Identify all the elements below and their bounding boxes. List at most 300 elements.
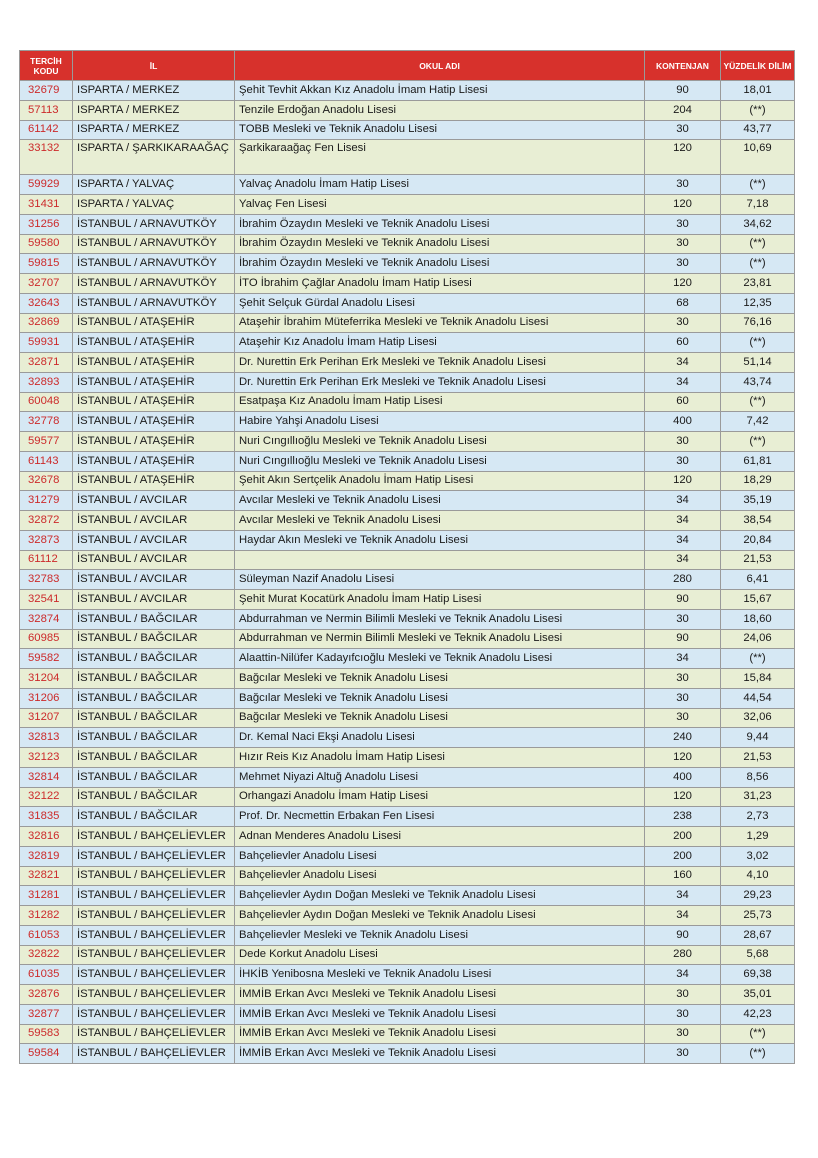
okul-adi-cell: Dr. Nurettin Erk Perihan Erk Mesleki ve Teknik Anadolu Lisesi [235, 372, 645, 392]
table-row [20, 767, 795, 787]
okul-adi-cell: Ataşehir Kız Anadolu İmam Hatip Lisesi [235, 333, 645, 353]
table-row [20, 530, 795, 550]
table-row [20, 846, 795, 866]
table-row [20, 511, 795, 531]
kontenjan-cell: 30 [645, 985, 721, 1005]
kontenjan-cell: 280 [645, 570, 721, 590]
okul-adi-cell: İHKİB Yenibosna Mesleki ve Teknik Anadolu Lisesi [235, 965, 645, 985]
yuzdelik-dilim-cell: 51,14 [721, 353, 795, 373]
kontenjan-cell: 34 [645, 353, 721, 373]
table-row [20, 412, 795, 432]
yuzdelik-dilim-cell: 1,29 [721, 827, 795, 847]
tercih-kodu-cell: 32778 [20, 412, 73, 432]
tercih-kodu-cell: 32874 [20, 609, 73, 629]
tercih-kodu-cell: 59584 [20, 1044, 73, 1064]
table-row [20, 807, 795, 827]
tercih-kodu-cell: 32122 [20, 787, 73, 807]
table-row [20, 570, 795, 590]
okul-adi-cell: Şehit Selçuk Gürdal Anadolu Lisesi [235, 293, 645, 313]
okul-adi-cell: Süleyman Nazif Anadolu Lisesi [235, 570, 645, 590]
il-cell: ISPARTA / MERKEZ [73, 100, 235, 120]
tercih-kodu-cell: 31281 [20, 886, 73, 906]
kontenjan-cell: 90 [645, 629, 721, 649]
table-row [20, 669, 795, 689]
okul-adi-cell: Bahçelievler Mesleki ve Teknik Anadolu Lisesi [235, 925, 645, 945]
tercih-kodu-cell: 32678 [20, 471, 73, 491]
il-cell: İSTANBUL / ARNAVUTKÖY [73, 293, 235, 313]
yuzdelik-dilim-cell: 15,84 [721, 669, 795, 689]
il-cell: İSTANBUL / ATAŞEHİR [73, 451, 235, 471]
tercih-kodu-cell: 61112 [20, 550, 73, 570]
tercih-kodu-cell: 31835 [20, 807, 73, 827]
table-row [20, 688, 795, 708]
okul-adi-cell: Dr. Kemal Naci Ekşi Anadolu Lisesi [235, 728, 645, 748]
yuzdelik-dilim-cell: 35,19 [721, 491, 795, 511]
okul-adi-cell: Orhangazi Anadolu İmam Hatip Lisesi [235, 787, 645, 807]
table-row [20, 274, 795, 294]
header-okul-adi: OKUL ADI [235, 51, 645, 81]
okul-adi-cell: TOBB Mesleki ve Teknik Anadolu Lisesi [235, 120, 645, 140]
il-cell: İSTANBUL / ATAŞEHİR [73, 313, 235, 333]
kontenjan-cell: 60 [645, 392, 721, 412]
okul-adi-cell: Bağcılar Mesleki ve Teknik Anadolu Lisesi [235, 708, 645, 728]
kontenjan-cell: 30 [645, 688, 721, 708]
tercih-kodu-cell: 60985 [20, 629, 73, 649]
kontenjan-cell: 68 [645, 293, 721, 313]
kontenjan-cell: 34 [645, 550, 721, 570]
okul-adi-cell: İTO İbrahim Çağlar Anadolu İmam Hatip Lisesi [235, 274, 645, 294]
il-cell: İSTANBUL / BAĞCILAR [73, 748, 235, 768]
il-cell: ISPARTA / YALVAÇ [73, 195, 235, 215]
tercih-kodu-cell: 59577 [20, 432, 73, 452]
yuzdelik-dilim-cell: 24,06 [721, 629, 795, 649]
table-row [20, 293, 795, 313]
table-row [20, 254, 795, 274]
il-cell: İSTANBUL / BAĞCILAR [73, 807, 235, 827]
tercih-kodu-cell: 33132 [20, 140, 73, 175]
kontenjan-cell: 400 [645, 412, 721, 432]
il-cell: İSTANBUL / ATAŞEHİR [73, 333, 235, 353]
table-row [20, 120, 795, 140]
kontenjan-cell: 400 [645, 767, 721, 787]
table-row [20, 234, 795, 254]
yuzdelik-dilim-cell: 2,73 [721, 807, 795, 827]
table-row [20, 787, 795, 807]
table-row [20, 1024, 795, 1044]
table-row [20, 140, 795, 175]
yuzdelik-dilim-cell: 18,01 [721, 81, 795, 101]
kontenjan-cell: 200 [645, 846, 721, 866]
tercih-kodu-cell: 32871 [20, 353, 73, 373]
il-cell: İSTANBUL / BAHÇELİEVLER [73, 886, 235, 906]
il-cell: İSTANBUL / BAHÇELİEVLER [73, 925, 235, 945]
tercih-kodu-cell: 59580 [20, 234, 73, 254]
yuzdelik-dilim-cell: 3,02 [721, 846, 795, 866]
il-cell: İSTANBUL / AVCILAR [73, 550, 235, 570]
yuzdelik-dilim-cell: 76,16 [721, 313, 795, 333]
table-row [20, 1004, 795, 1024]
tercih-kodu-cell: 31204 [20, 669, 73, 689]
kontenjan-cell: 30 [645, 313, 721, 333]
table-row [20, 81, 795, 101]
tercih-kodu-cell: 31207 [20, 708, 73, 728]
kontenjan-cell: 240 [645, 728, 721, 748]
yuzdelik-dilim-cell: 31,23 [721, 787, 795, 807]
yuzdelik-dilim-cell: 34,62 [721, 214, 795, 234]
kontenjan-cell: 34 [645, 906, 721, 926]
okul-adi-cell: Bağcılar Mesleki ve Teknik Anadolu Lisesi [235, 688, 645, 708]
tercih-kodu-cell: 32816 [20, 827, 73, 847]
kontenjan-cell: 90 [645, 81, 721, 101]
yuzdelik-dilim-cell: 9,44 [721, 728, 795, 748]
header-tercih-kodu: TERCİH KODU [20, 51, 73, 81]
il-cell: İSTANBUL / ATAŞEHİR [73, 471, 235, 491]
tercih-kodu-cell: 59815 [20, 254, 73, 274]
okul-adi-cell: Bahçelievler Aydın Doğan Mesleki ve Teknik Anadolu Lisesi [235, 906, 645, 926]
kontenjan-cell: 120 [645, 195, 721, 215]
okul-adi-cell: Abdurrahman ve Nermin Bilimli Mesleki ve Teknik Anadolu Lisesi [235, 609, 645, 629]
okul-adi-cell: Prof. Dr. Necmettin Erbakan Fen Lisesi [235, 807, 645, 827]
kontenjan-cell: 120 [645, 748, 721, 768]
kontenjan-cell: 30 [645, 1044, 721, 1064]
kontenjan-cell: 30 [645, 234, 721, 254]
table-row [20, 985, 795, 1005]
okul-adi-cell: Nuri Cıngıllıoğlu Mesleki ve Teknik Anadolu Lisesi [235, 451, 645, 471]
okul-adi-cell: Bahçelievler Aydın Doğan Mesleki ve Teknik Anadolu Lisesi [235, 886, 645, 906]
kontenjan-cell: 30 [645, 175, 721, 195]
yuzdelik-dilim-cell: 18,60 [721, 609, 795, 629]
tercih-kodu-cell: 32813 [20, 728, 73, 748]
header-row [20, 51, 795, 81]
table-row [20, 945, 795, 965]
yuzdelik-dilim-cell: 28,67 [721, 925, 795, 945]
table-row [20, 1044, 795, 1064]
kontenjan-cell: 34 [645, 372, 721, 392]
kontenjan-cell: 120 [645, 471, 721, 491]
il-cell: İSTANBUL / BAĞCILAR [73, 669, 235, 689]
table-row [20, 451, 795, 471]
il-cell: İSTANBUL / ARNAVUTKÖY [73, 234, 235, 254]
tercih-kodu-cell: 32707 [20, 274, 73, 294]
okul-adi-cell: Bahçelievler Anadolu Lisesi [235, 846, 645, 866]
okul-adi-cell: İbrahim Özaydın Mesleki ve Teknik Anadolu Lisesi [235, 234, 645, 254]
il-cell: ISPARTA / YALVAÇ [73, 175, 235, 195]
yuzdelik-dilim-cell: 15,67 [721, 590, 795, 610]
il-cell: İSTANBUL / AVCILAR [73, 570, 235, 590]
yuzdelik-dilim-cell: 42,23 [721, 1004, 795, 1024]
yuzdelik-dilim-cell: 7,18 [721, 195, 795, 215]
yuzdelik-dilim-cell: (**) [721, 254, 795, 274]
okul-adi-cell: Nuri Cıngıllıoğlu Mesleki ve Teknik Anadolu Lisesi [235, 432, 645, 452]
okul-adi-cell: Haydar Akın Mesleki ve Teknik Anadolu Lisesi [235, 530, 645, 550]
table-row [20, 432, 795, 452]
table-row [20, 313, 795, 333]
okul-adi-cell: Dr. Nurettin Erk Perihan Erk Mesleki ve Teknik Anadolu Lisesi [235, 353, 645, 373]
okul-adi-cell: Yalvaç Anadolu İmam Hatip Lisesi [235, 175, 645, 195]
il-cell: İSTANBUL / BAHÇELİEVLER [73, 985, 235, 1005]
tercih-kodu-cell: 32814 [20, 767, 73, 787]
tercih-kodu-cell: 32876 [20, 985, 73, 1005]
il-cell: İSTANBUL / AVCILAR [73, 590, 235, 610]
tercih-kodu-cell: 31282 [20, 906, 73, 926]
kontenjan-cell: 160 [645, 866, 721, 886]
tercih-kodu-cell: 61053 [20, 925, 73, 945]
kontenjan-cell: 34 [645, 511, 721, 531]
il-cell: İSTANBUL / BAHÇELİEVLER [73, 1024, 235, 1044]
yuzdelik-dilim-cell: (**) [721, 649, 795, 669]
kontenjan-cell: 34 [645, 530, 721, 550]
yuzdelik-dilim-cell: 29,23 [721, 886, 795, 906]
table-row [20, 728, 795, 748]
okul-adi-cell: Avcılar Mesleki ve Teknik Anadolu Lisesi [235, 491, 645, 511]
table-row [20, 629, 795, 649]
kontenjan-cell: 34 [645, 649, 721, 669]
il-cell: İSTANBUL / BAHÇELİEVLER [73, 945, 235, 965]
tercih-kodu-cell: 32643 [20, 293, 73, 313]
tercih-kodu-cell: 59582 [20, 649, 73, 669]
yuzdelik-dilim-cell: 43,77 [721, 120, 795, 140]
tercih-kodu-cell: 61035 [20, 965, 73, 985]
il-cell: ISPARTA / ŞARKIKARAAĞAÇ [73, 140, 235, 175]
kontenjan-cell: 30 [645, 451, 721, 471]
table-row [20, 550, 795, 570]
okul-adi-cell [235, 550, 645, 570]
table-row [20, 886, 795, 906]
okul-adi-cell: Dede Korkut Anadolu Lisesi [235, 945, 645, 965]
il-cell: İSTANBUL / ARNAVUTKÖY [73, 214, 235, 234]
table-row [20, 925, 795, 945]
yuzdelik-dilim-cell: 21,53 [721, 550, 795, 570]
kontenjan-cell: 204 [645, 100, 721, 120]
tercih-kodu-cell: 32869 [20, 313, 73, 333]
yuzdelik-dilim-cell: 35,01 [721, 985, 795, 1005]
table-row [20, 708, 795, 728]
il-cell: İSTANBUL / BAHÇELİEVLER [73, 827, 235, 847]
il-cell: İSTANBUL / BAĞCILAR [73, 629, 235, 649]
yuzdelik-dilim-cell: (**) [721, 100, 795, 120]
il-cell: İSTANBUL / BAHÇELİEVLER [73, 906, 235, 926]
kontenjan-cell: 30 [645, 214, 721, 234]
il-cell: İSTANBUL / ATAŞEHİR [73, 392, 235, 412]
kontenjan-cell: 120 [645, 140, 721, 175]
il-cell: İSTANBUL / ARNAVUTKÖY [73, 254, 235, 274]
kontenjan-cell: 90 [645, 925, 721, 945]
header-yuzdelik-dilim: YÜZDELİK DİLİM [721, 51, 795, 81]
kontenjan-cell: 30 [645, 669, 721, 689]
tercih-kodu-cell: 32821 [20, 866, 73, 886]
table-row [20, 965, 795, 985]
table-row [20, 195, 795, 215]
okul-adi-cell: Tenzile Erdoğan Anadolu Lisesi [235, 100, 645, 120]
table-row [20, 175, 795, 195]
tercih-kodu-cell: 59583 [20, 1024, 73, 1044]
il-cell: İSTANBUL / BAĞCILAR [73, 787, 235, 807]
il-cell: ISPARTA / MERKEZ [73, 120, 235, 140]
yuzdelik-dilim-cell: 6,41 [721, 570, 795, 590]
kontenjan-cell: 34 [645, 886, 721, 906]
table-row [20, 392, 795, 412]
il-cell: İSTANBUL / BAHÇELİEVLER [73, 866, 235, 886]
il-cell: İSTANBUL / AVCILAR [73, 530, 235, 550]
yuzdelik-dilim-cell: 5,68 [721, 945, 795, 965]
tercih-kodu-cell: 31206 [20, 688, 73, 708]
table-row [20, 609, 795, 629]
table-row [20, 100, 795, 120]
table-row [20, 906, 795, 926]
kontenjan-cell: 90 [645, 590, 721, 610]
kontenjan-cell: 120 [645, 274, 721, 294]
kontenjan-cell: 34 [645, 491, 721, 511]
table-row [20, 214, 795, 234]
il-cell: İSTANBUL / BAHÇELİEVLER [73, 1044, 235, 1064]
tercih-kodu-cell: 60048 [20, 392, 73, 412]
okul-adi-cell: Yalvaç Fen Lisesi [235, 195, 645, 215]
kontenjan-cell: 60 [645, 333, 721, 353]
il-cell: İSTANBUL / BAĞCILAR [73, 728, 235, 748]
yuzdelik-dilim-cell: 7,42 [721, 412, 795, 432]
okul-adi-cell: Mehmet Niyazi Altuğ Anadolu Lisesi [235, 767, 645, 787]
table-row [20, 590, 795, 610]
okul-adi-cell: Şehit Tevhit Akkan Kız Anadolu İmam Hatip Lisesi [235, 81, 645, 101]
il-cell: İSTANBUL / BAĞCILAR [73, 708, 235, 728]
table-row [20, 748, 795, 768]
tercih-kodu-cell: 57113 [20, 100, 73, 120]
il-cell: İSTANBUL / BAHÇELİEVLER [73, 1004, 235, 1024]
kontenjan-cell: 200 [645, 827, 721, 847]
yuzdelik-dilim-cell: 61,81 [721, 451, 795, 471]
table-body [20, 81, 795, 1064]
table-row [20, 333, 795, 353]
okul-adi-cell: Habire Yahşi Anadolu Lisesi [235, 412, 645, 432]
il-cell: İSTANBUL / BAĞCILAR [73, 649, 235, 669]
okul-adi-cell: İbrahim Özaydın Mesleki ve Teknik Anadolu Lisesi [235, 254, 645, 274]
tercih-kodu-cell: 61142 [20, 120, 73, 140]
school-table [19, 50, 795, 1064]
okul-adi-cell: Alaattin-Nilüfer Kadayıfcıoğlu Mesleki ve Teknik Anadolu Lisesi [235, 649, 645, 669]
yuzdelik-dilim-cell: 10,69 [721, 140, 795, 175]
il-cell: İSTANBUL / BAHÇELİEVLER [73, 846, 235, 866]
il-cell: ISPARTA / MERKEZ [73, 81, 235, 101]
yuzdelik-dilim-cell: (**) [721, 1024, 795, 1044]
tercih-kodu-cell: 32819 [20, 846, 73, 866]
okul-adi-cell: İbrahim Özaydın Mesleki ve Teknik Anadolu Lisesi [235, 214, 645, 234]
okul-adi-cell: İMMİB Erkan Avcı Mesleki ve Teknik Anadolu Lisesi [235, 1004, 645, 1024]
yuzdelik-dilim-cell: (**) [721, 432, 795, 452]
okul-adi-cell: İMMİB Erkan Avcı Mesleki ve Teknik Anadolu Lisesi [235, 1044, 645, 1064]
tercih-kodu-cell: 32783 [20, 570, 73, 590]
il-cell: İSTANBUL / ARNAVUTKÖY [73, 274, 235, 294]
kontenjan-cell: 34 [645, 965, 721, 985]
kontenjan-cell: 280 [645, 945, 721, 965]
table-row [20, 353, 795, 373]
tercih-kodu-cell: 32541 [20, 590, 73, 610]
tercih-kodu-cell: 32822 [20, 945, 73, 965]
il-cell: İSTANBUL / BAHÇELİEVLER [73, 965, 235, 985]
kontenjan-cell: 30 [645, 1004, 721, 1024]
yuzdelik-dilim-cell: (**) [721, 175, 795, 195]
tercih-kodu-cell: 32679 [20, 81, 73, 101]
kontenjan-cell: 30 [645, 609, 721, 629]
tercih-kodu-cell: 32877 [20, 1004, 73, 1024]
tercih-kodu-cell: 61143 [20, 451, 73, 471]
kontenjan-cell: 30 [645, 120, 721, 140]
header-kontenjan: KONTENJAN [645, 51, 721, 81]
okul-adi-cell: Bahçelievler Anadolu Lisesi [235, 866, 645, 886]
il-cell: İSTANBUL / AVCILAR [73, 511, 235, 531]
okul-adi-cell: Avcılar Mesleki ve Teknik Anadolu Lisesi [235, 511, 645, 531]
yuzdelik-dilim-cell: 20,84 [721, 530, 795, 550]
kontenjan-cell: 30 [645, 708, 721, 728]
yuzdelik-dilim-cell: 12,35 [721, 293, 795, 313]
yuzdelik-dilim-cell: 44,54 [721, 688, 795, 708]
il-cell: İSTANBUL / ATAŞEHİR [73, 432, 235, 452]
kontenjan-cell: 120 [645, 787, 721, 807]
il-cell: İSTANBUL / ATAŞEHİR [73, 412, 235, 432]
yuzdelik-dilim-cell: 69,38 [721, 965, 795, 985]
il-cell: İSTANBUL / ATAŞEHİR [73, 353, 235, 373]
okul-adi-cell: Esatpaşa Kız Anadolu İmam Hatip Lisesi [235, 392, 645, 412]
yuzdelik-dilim-cell: 23,81 [721, 274, 795, 294]
tercih-kodu-cell: 32893 [20, 372, 73, 392]
table-row [20, 471, 795, 491]
tercih-kodu-cell: 32873 [20, 530, 73, 550]
yuzdelik-dilim-cell: (**) [721, 1044, 795, 1064]
yuzdelik-dilim-cell: 18,29 [721, 471, 795, 491]
kontenjan-cell: 30 [645, 254, 721, 274]
kontenjan-cell: 30 [645, 1024, 721, 1044]
il-cell: İSTANBUL / ATAŞEHİR [73, 372, 235, 392]
il-cell: İSTANBUL / BAĞCILAR [73, 688, 235, 708]
table-row [20, 649, 795, 669]
tercih-kodu-cell: 31279 [20, 491, 73, 511]
table-row [20, 866, 795, 886]
header-il: İL [73, 51, 235, 81]
il-cell: İSTANBUL / AVCILAR [73, 491, 235, 511]
okul-adi-cell: Şarkikaraağaç Fen Lisesi [235, 140, 645, 175]
il-cell: İSTANBUL / BAĞCILAR [73, 767, 235, 787]
tercih-kodu-cell: 32123 [20, 748, 73, 768]
table-row [20, 491, 795, 511]
il-cell: İSTANBUL / BAĞCILAR [73, 609, 235, 629]
yuzdelik-dilim-cell: 43,74 [721, 372, 795, 392]
yuzdelik-dilim-cell: 8,56 [721, 767, 795, 787]
yuzdelik-dilim-cell: (**) [721, 392, 795, 412]
kontenjan-cell: 238 [645, 807, 721, 827]
okul-adi-cell: Adnan Menderes Anadolu Lisesi [235, 827, 645, 847]
yuzdelik-dilim-cell: (**) [721, 234, 795, 254]
table-row [20, 372, 795, 392]
yuzdelik-dilim-cell: 21,53 [721, 748, 795, 768]
yuzdelik-dilim-cell: 32,06 [721, 708, 795, 728]
yuzdelik-dilim-cell: (**) [721, 333, 795, 353]
okul-adi-cell: Hızır Reis Kız Anadolu İmam Hatip Lisesi [235, 748, 645, 768]
tercih-kodu-cell: 31256 [20, 214, 73, 234]
tercih-kodu-cell: 32872 [20, 511, 73, 531]
okul-adi-cell: Şehit Akın Sertçelik Anadolu İmam Hatip Lisesi [235, 471, 645, 491]
okul-adi-cell: Ataşehir İbrahim Müteferrika Mesleki ve Teknik Anadolu Lisesi [235, 313, 645, 333]
tercih-kodu-cell: 59931 [20, 333, 73, 353]
okul-adi-cell: İMMİB Erkan Avcı Mesleki ve Teknik Anadolu Lisesi [235, 1024, 645, 1044]
kontenjan-cell: 30 [645, 432, 721, 452]
yuzdelik-dilim-cell: 38,54 [721, 511, 795, 531]
okul-adi-cell: Şehit Murat Kocatürk Anadolu İmam Hatip Lisesi [235, 590, 645, 610]
tercih-kodu-cell: 31431 [20, 195, 73, 215]
okul-adi-cell: Bağcılar Mesleki ve Teknik Anadolu Lisesi [235, 669, 645, 689]
okul-adi-cell: Abdurrahman ve Nermin Bilimli Mesleki ve Teknik Anadolu Lisesi [235, 629, 645, 649]
okul-adi-cell: İMMİB Erkan Avcı Mesleki ve Teknik Anadolu Lisesi [235, 985, 645, 1005]
yuzdelik-dilim-cell: 25,73 [721, 906, 795, 926]
yuzdelik-dilim-cell: 4,10 [721, 866, 795, 886]
